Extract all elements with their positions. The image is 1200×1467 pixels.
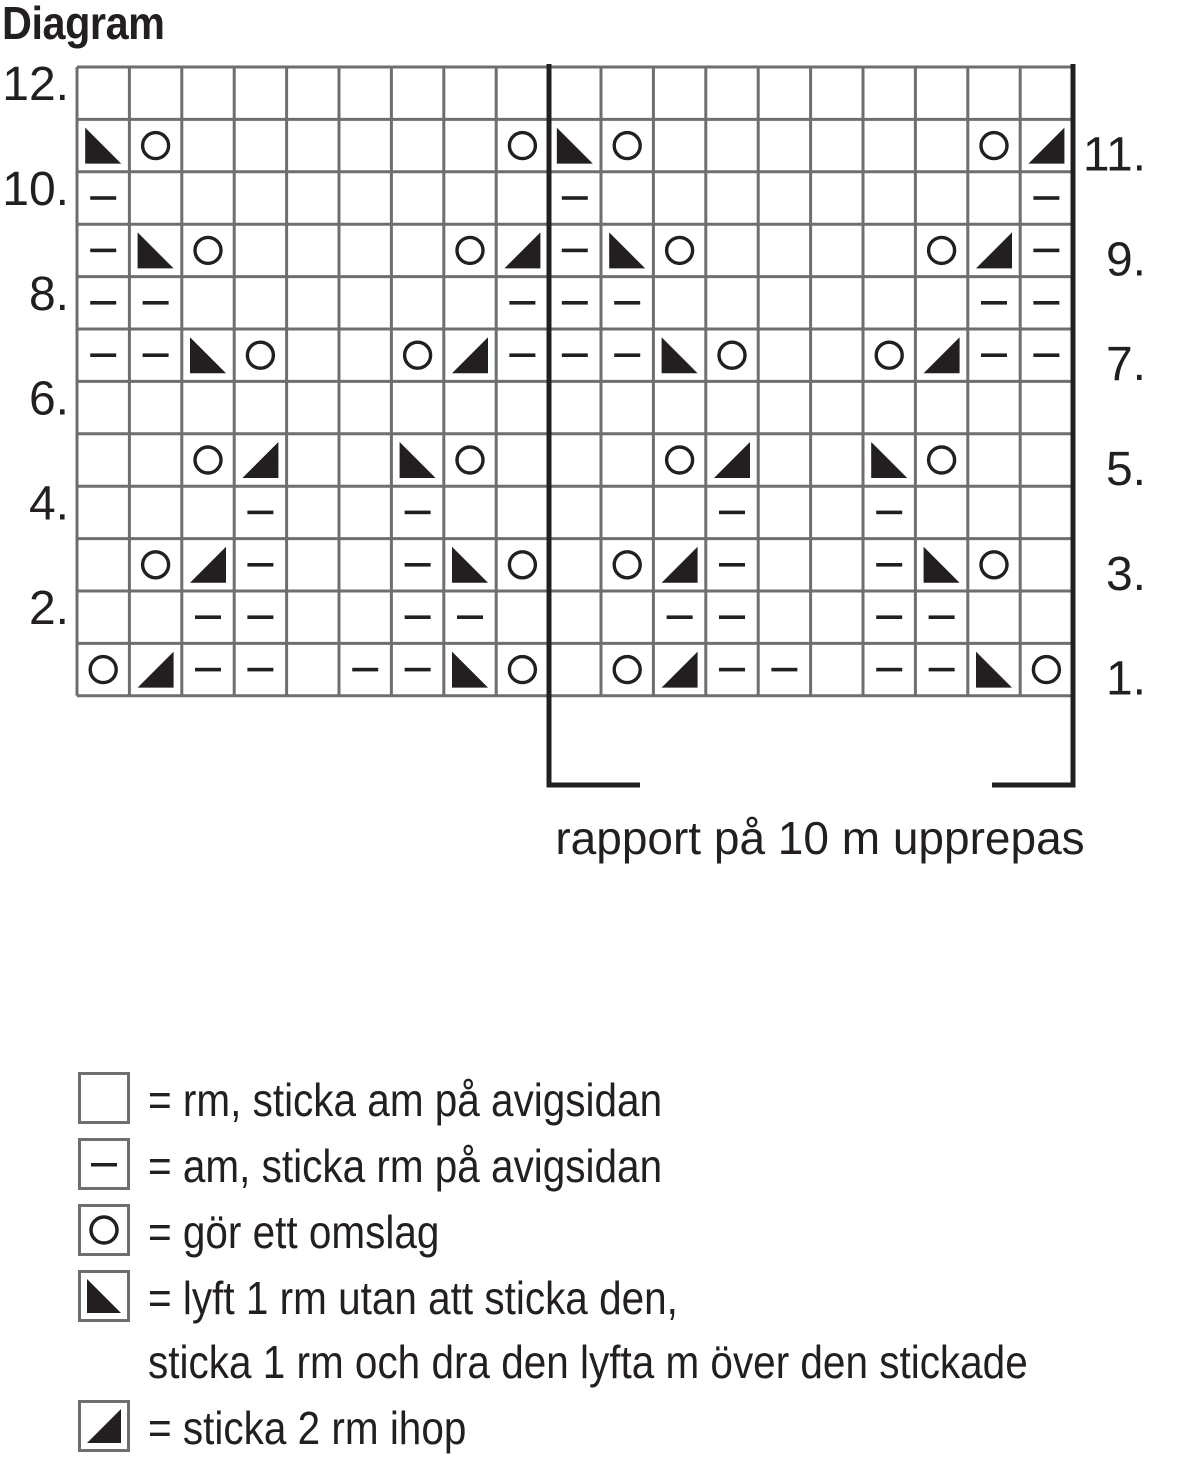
purl-mark (247, 511, 273, 515)
row-label-left: 8. (28, 267, 69, 321)
purl-mark (90, 301, 116, 305)
empty-square-icon (78, 1072, 130, 1124)
purl-mark (457, 615, 483, 619)
row-label-right: 3. (1105, 547, 1146, 601)
purl-mark (562, 353, 588, 357)
row-label-left: 2. (28, 582, 69, 636)
row-label-left: 4. (28, 477, 69, 531)
purl-mark (1033, 249, 1059, 253)
purl-mark (719, 615, 745, 619)
purl-mark (143, 353, 169, 357)
purl-mark (405, 563, 431, 567)
purl-mark (614, 353, 640, 357)
purl-mark (929, 615, 955, 619)
dash-icon (78, 1138, 130, 1190)
purl-mark (771, 668, 797, 672)
purl-mark (247, 668, 273, 672)
purl-mark (719, 511, 745, 515)
legend-text-knit: = rm, sticka am på avigsidan (148, 1074, 663, 1126)
purl-mark (562, 301, 588, 305)
purl-mark (405, 615, 431, 619)
purl-mark (981, 353, 1007, 357)
purl-mark (405, 668, 431, 672)
left-triangle-icon (78, 1270, 130, 1322)
purl-mark (195, 668, 221, 672)
purl-mark (509, 353, 535, 357)
purl-mark (90, 196, 116, 200)
purl-mark (876, 668, 902, 672)
purl-mark (143, 301, 169, 305)
purl-mark (719, 668, 745, 672)
legend-text-yarn-over: = gör ett omslag (148, 1206, 440, 1258)
purl-mark (405, 511, 431, 515)
legend-text-ssk-line2: sticka 1 rm och dra den lyfta m över den stickade (148, 1336, 1028, 1388)
legend-text-ssk-line1: = lyft 1 rm utan att sticka den, (148, 1272, 678, 1324)
purl-mark (614, 301, 640, 305)
row-label-left: 12. (2, 58, 69, 112)
purl-mark (90, 353, 116, 357)
row-label-right: 1. (1105, 652, 1146, 706)
purl-mark (247, 615, 273, 619)
purl-mark (1033, 196, 1059, 200)
purl-mark (667, 615, 693, 619)
row-label-right: 7. (1105, 338, 1146, 392)
purl-mark (247, 563, 273, 567)
purl-mark (90, 249, 116, 253)
row-label-right: 11. (1082, 128, 1146, 182)
row-label-left: 6. (28, 372, 69, 426)
purl-mark (562, 196, 588, 200)
purl-mark (876, 615, 902, 619)
repeat-label: rapport på 10 m upprepas (555, 812, 1085, 864)
purl-mark (1033, 353, 1059, 357)
purl-mark (195, 615, 221, 619)
purl-mark (929, 668, 955, 672)
diagram-title: Diagram (2, 0, 165, 49)
purl-mark (719, 563, 745, 567)
purl-mark (876, 511, 902, 515)
purl-mark (352, 668, 378, 672)
legend-text-ssk (148, 1266, 1028, 1394)
purl-mark (509, 301, 535, 305)
purl-mark (981, 301, 1007, 305)
row-label-right: 9. (1105, 233, 1146, 287)
circle-icon (78, 1204, 130, 1256)
purl-mark (876, 563, 902, 567)
legend-text-purl: = am, sticka rm på avigsidan (148, 1140, 663, 1192)
legend-text-k2tog: = sticka 2 rm ihop (148, 1402, 467, 1454)
right-triangle-icon (78, 1400, 130, 1452)
row-label-right: 5. (1105, 443, 1146, 496)
purl-mark (1033, 301, 1059, 305)
purl-mark (562, 249, 588, 253)
row-label-left: 10. (2, 163, 69, 216)
